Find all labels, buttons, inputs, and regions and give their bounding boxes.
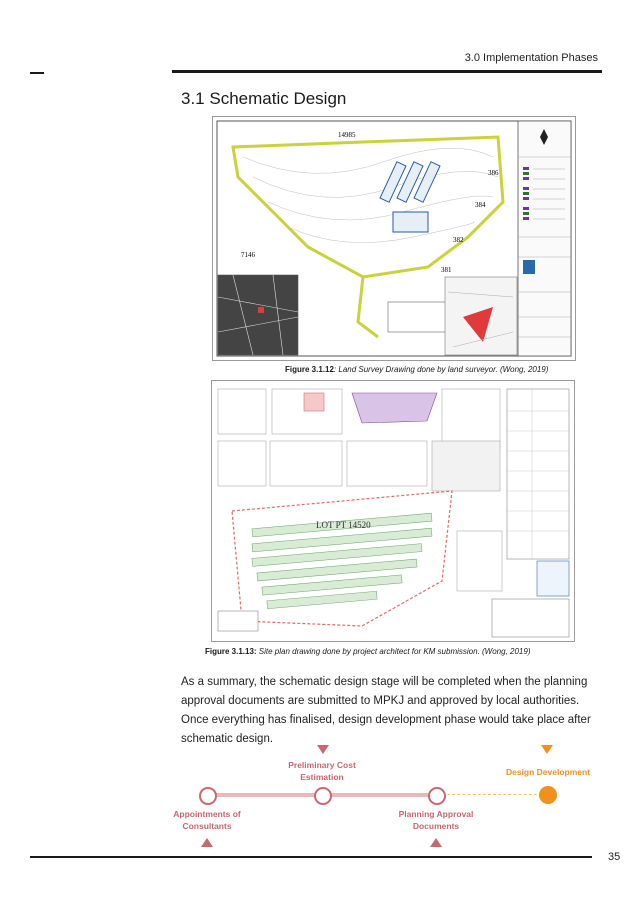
timeline-step-label: Planning Approval Documents xyxy=(398,809,474,831)
figure-caption: Figure 3.1.12: Land Survey Drawing done by land surveyor. (Wong, 2019) xyxy=(285,365,549,374)
lot-label: 14985 xyxy=(338,131,356,139)
timeline-dot xyxy=(428,787,446,805)
lot-label: 386 xyxy=(488,169,499,177)
lot-label: 384 xyxy=(475,201,486,209)
timeline-dot xyxy=(199,787,217,805)
arrow-down-icon xyxy=(541,745,553,754)
header-rule xyxy=(172,70,602,73)
page-number: 35 xyxy=(608,851,621,863)
site-plan-drawing xyxy=(211,380,575,642)
timeline-dot-current xyxy=(539,786,557,804)
footer-rule xyxy=(30,856,592,858)
timeline-dot xyxy=(314,787,332,805)
timeline-step-label: Design Development xyxy=(505,767,591,777)
lot-label: 382 xyxy=(453,236,464,244)
timeline-step-label: Appointments of Consultants xyxy=(173,809,241,831)
timeline-line-future xyxy=(437,794,547,795)
arrow-up-icon xyxy=(201,838,213,847)
land-survey-drawing xyxy=(212,116,576,361)
figure-caption: Figure 3.1.13: Site plan drawing done by project architect for KM submission. (Wong, 2019) xyxy=(205,647,531,656)
arrow-up-icon xyxy=(430,838,442,847)
margin-dash xyxy=(30,72,44,74)
summary-paragraph: As a summary, the schematic design stage will be completed when the planning approval documents are submitted to MPKJ and approved by local authorities. Once everything has finalised, design development phase would take place after schematic design. xyxy=(181,676,591,745)
site-plan-svg xyxy=(212,381,574,641)
lot-label: 7146 xyxy=(241,251,255,259)
survey-drawing-svg xyxy=(213,117,575,360)
arrow-down-icon xyxy=(317,745,329,754)
lot-label: 381 xyxy=(441,266,452,274)
lot-label: LOT PT 14520 xyxy=(316,520,371,530)
timeline-step-label: Preliminary Cost Estimation xyxy=(288,760,356,782)
page-title: 3.1 Schematic Design xyxy=(181,89,347,108)
section-header: 3.0 Implementation Phases xyxy=(464,52,598,64)
